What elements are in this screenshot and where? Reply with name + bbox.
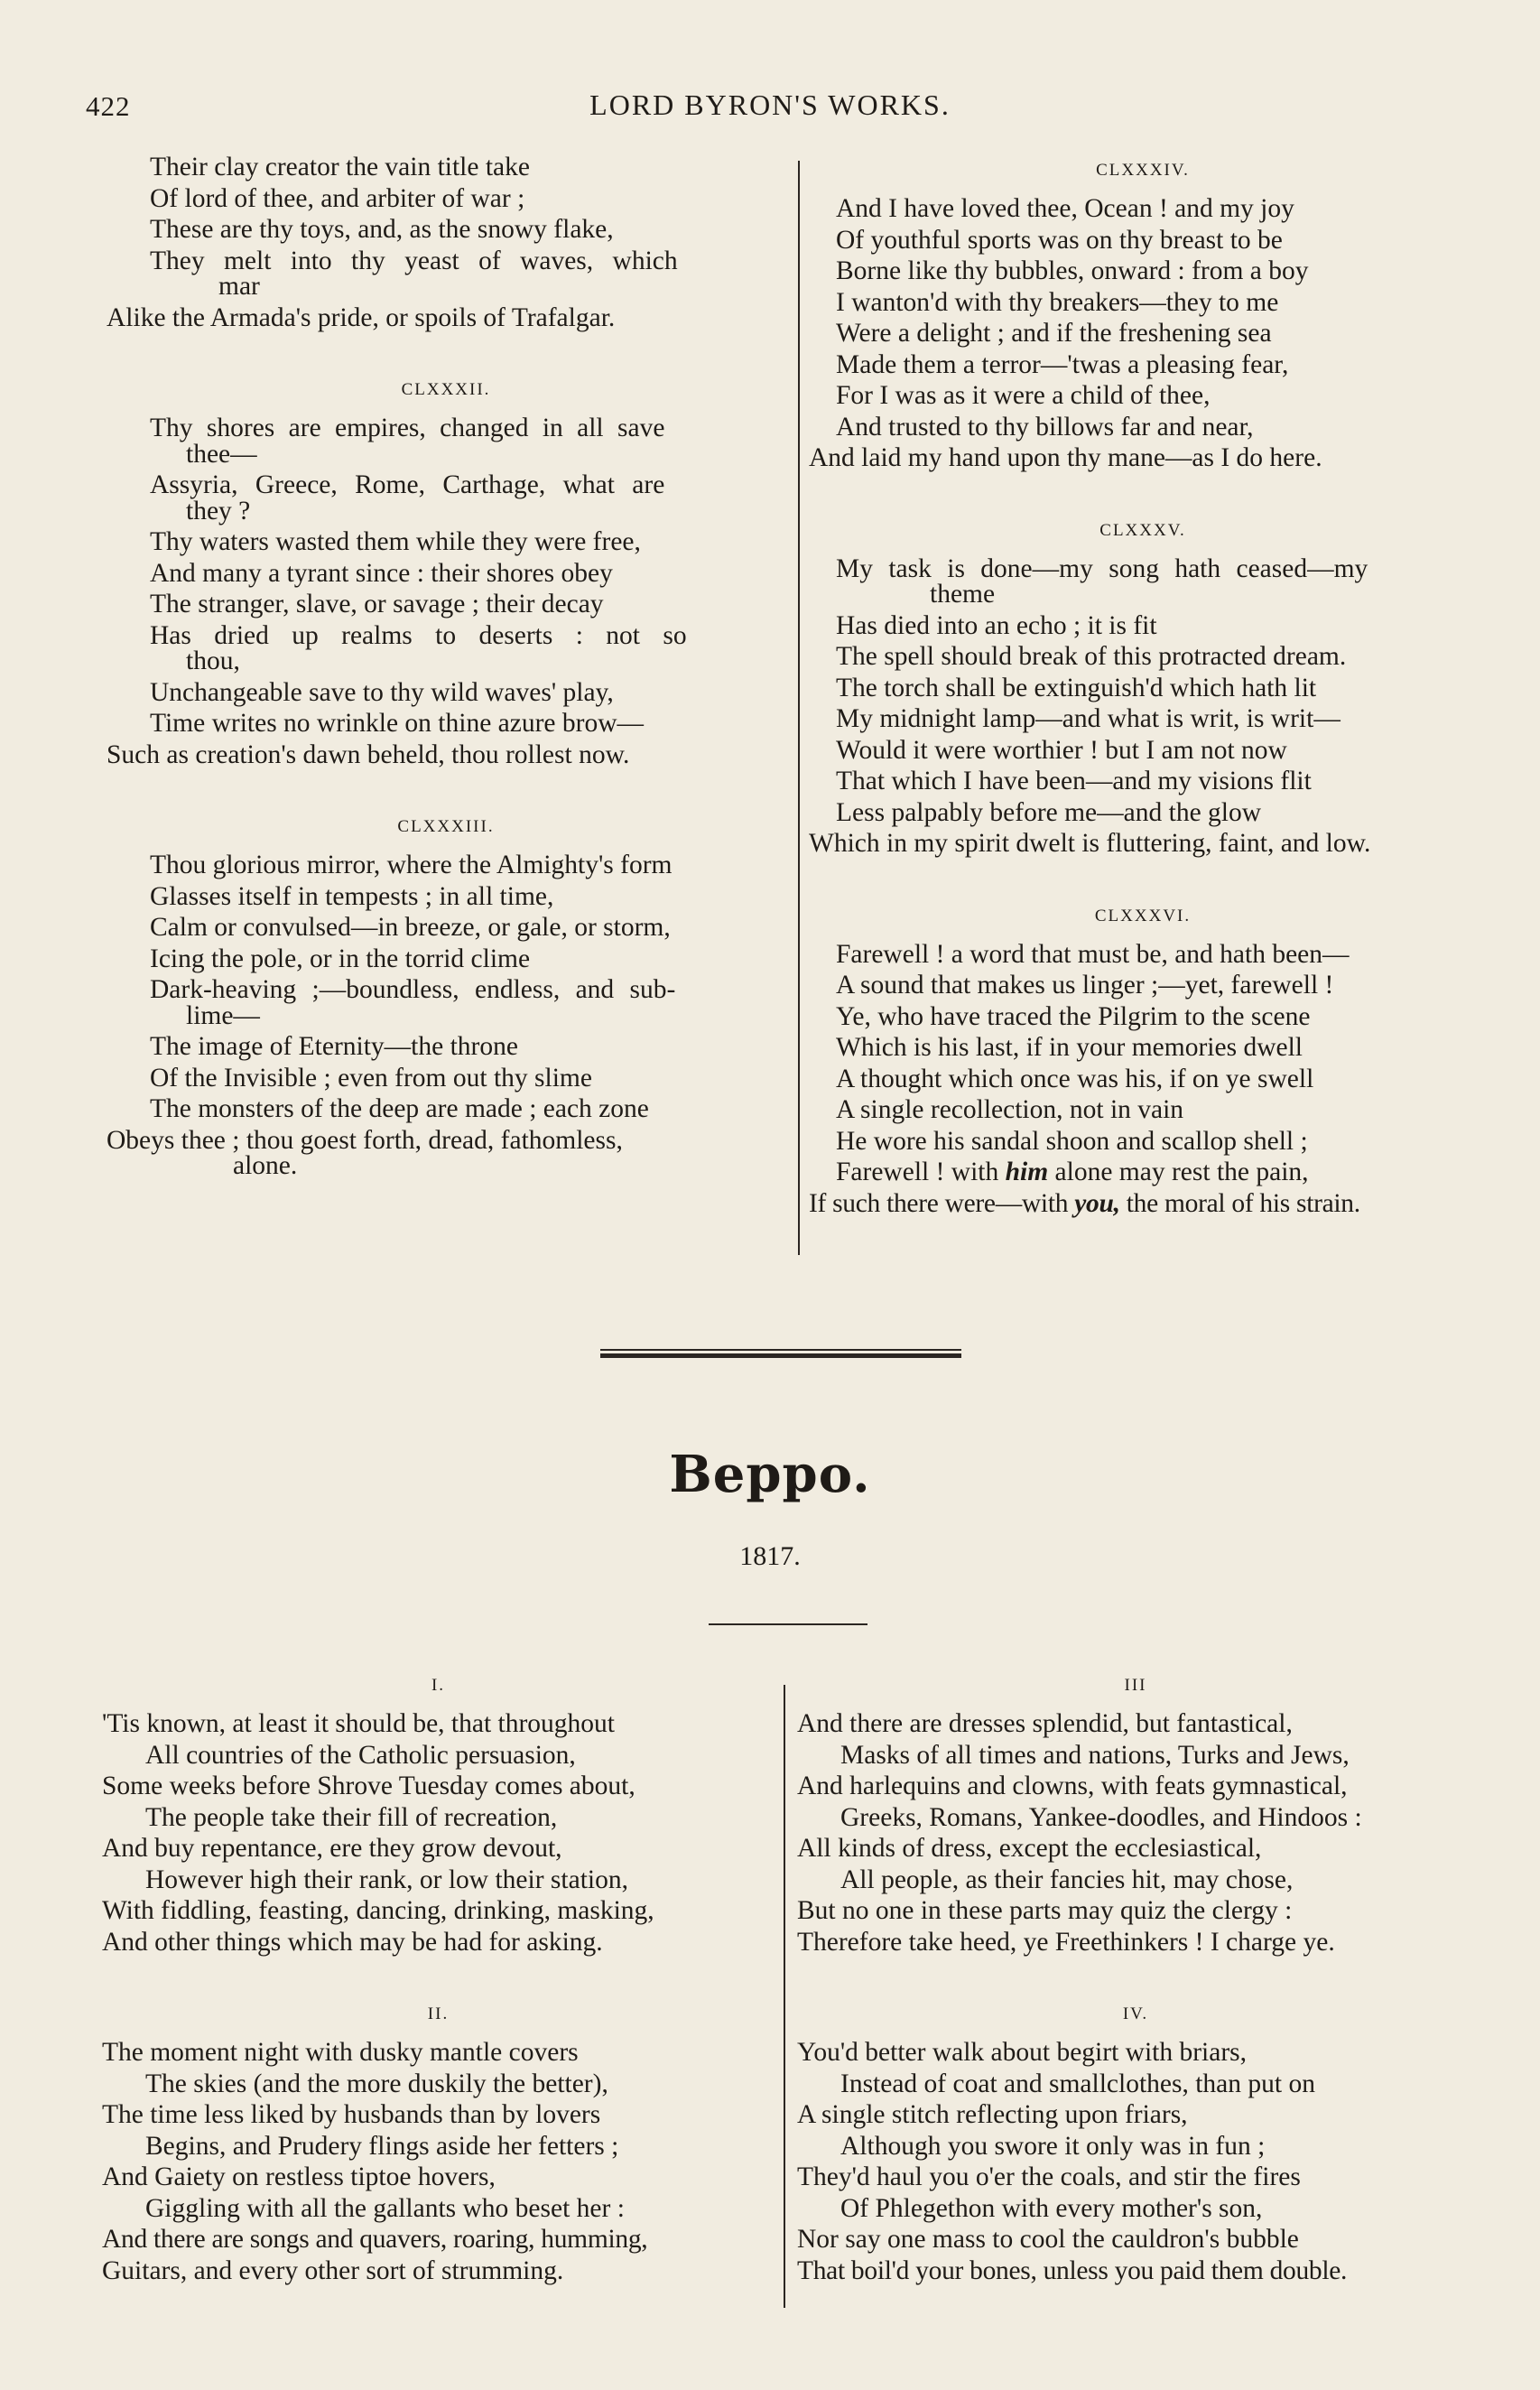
upper-left-column — [107, 152, 785, 1229]
stanza-clxxxii — [107, 380, 785, 770]
verse-emphasis: you, — [1074, 1188, 1120, 1218]
verse-line: A thought which once was his, if on ye swell — [836, 1064, 1314, 1093]
verse-line: And many a tyrant since : their shores obey — [150, 558, 613, 588]
verse-line: They melt into thy yeast of waves, which — [150, 246, 678, 275]
verse-fragment: If such there were—with — [809, 1188, 1069, 1218]
stanza-ii — [102, 2004, 775, 2286]
verse-fragment: alone may rest the pain, — [1054, 1158, 1309, 1186]
page-number: 422 — [86, 90, 131, 122]
verse-line: He wore his sandal shoon and scallop shell ; — [836, 1126, 1308, 1156]
verse-line: And Gaiety on restless tiptoe hovers, — [102, 2162, 496, 2191]
poem-year: 1817. — [739, 1541, 801, 1571]
verse-line: And other things which may be had for asking. — [102, 1927, 603, 1957]
verse-line: Which is his last, if in your memories dwell — [836, 1033, 1303, 1062]
verse-line — [809, 1188, 1477, 1220]
stanza-number: CLXXXVI. — [1094, 906, 1192, 925]
verse-line: Their clay creator the vain title take — [150, 153, 530, 181]
verse-line: Has dried up realms to deserts : not so — [150, 620, 687, 650]
verse-line: The torch shall be extinguish'd which hath lit — [836, 673, 1317, 702]
verse-line: Thy shores are empires, changed in all save — [150, 414, 665, 442]
stanza-iii — [797, 1676, 1474, 1958]
running-title: LORD BYRON'S WORKS. — [589, 88, 951, 121]
stanza-number: CLXXXV. — [1099, 520, 1186, 540]
verse-line: And laid my hand upon thy mane—as I do here. — [809, 443, 1322, 472]
verse-line: My midnight lamp—and what is writ, is writ— — [836, 704, 1341, 733]
stanza-clxxxv — [809, 521, 1477, 860]
verse-line: You'd better walk about begirt with briars, — [797, 2038, 1247, 2067]
verse-line: Of the Invisible ; even from out thy slime — [150, 1063, 592, 1093]
column-divider-lower — [784, 1685, 785, 2308]
stanza-number: IV. — [1122, 2004, 1149, 2023]
verse-line: Masks of all times and nations, Turks and Jews, — [840, 1740, 1350, 1770]
stanza-number: III — [1124, 1676, 1147, 1695]
verse-line: Assyria, Greece, Rome, Carthage, what are — [150, 470, 665, 499]
verse-line: The image of Eternity—the throne — [150, 1032, 518, 1061]
verse-line: Icing the pole, or in the torrid clime — [150, 944, 531, 973]
column-divider-upper — [798, 161, 800, 1255]
verse-line: Ye, who have traced the Pilgrim to the scene — [836, 1001, 1311, 1031]
poem-title: Beppo. — [669, 1445, 871, 1504]
verse-line: That boil'd your bones, unless you paid them double. — [797, 2255, 1348, 2285]
stanza-number: II. — [427, 2004, 450, 2023]
verse-line: Giggling with all the gallants who beset her : — [145, 2193, 625, 2223]
verse-line: Begins, and Prudery flings aside her fetters ; — [145, 2131, 619, 2161]
verse-line: Therefore take heed, ye Freethinkers ! I charge ye. — [797, 1927, 1335, 1957]
section-rule-bottom — [600, 1353, 961, 1358]
verse-line: I wanton'd with thy breakers—they to me — [836, 287, 1279, 317]
verse-line: they ? — [186, 496, 251, 525]
verse-line: Dark-heaving ;—boundless, endless, and sub- — [150, 975, 676, 1004]
verse-line: They'd haul you o'er the coals, and stir the fires — [797, 2162, 1301, 2191]
upper-right-column — [809, 161, 1477, 1266]
verse-line: Such as creation's dawn beheld, thou rollest now. — [107, 739, 630, 769]
verse-line: Although you swore it only was in fun ; — [840, 2131, 1266, 2161]
verse-line: With fiddling, feasting, dancing, drinking, masking, — [102, 1896, 654, 1925]
stanza-clxxxiii — [107, 817, 785, 1182]
verse-line: And there are songs and quavers, roaring, humming, — [102, 2225, 648, 2254]
verse-line: thou, — [186, 646, 240, 675]
stanza-number: CLXXXIV. — [1096, 161, 1190, 180]
verse-line: Calm or convulsed—in breeze, or gale, or storm, — [150, 913, 671, 942]
verse-line: Some weeks before Shrove Tuesday comes about, — [102, 1772, 635, 1800]
verse-line: The skies (and the more duskily the better), — [145, 2069, 608, 2098]
verse-line: Nor say one mass to cool the cauldron's bubble — [797, 2225, 1299, 2254]
verse-line: All kinds of dress, except the ecclesiastical, — [797, 1834, 1262, 1863]
verse-emphasis: him — [1005, 1158, 1049, 1186]
stanza-iv — [797, 2004, 1474, 2286]
verse-line: Thou glorious mirror, where the Almighty's form — [150, 851, 673, 879]
section-rule-top — [600, 1349, 961, 1351]
verse-line: alone. — [233, 1151, 298, 1180]
verse-line: All countries of the Catholic persuasion, — [145, 1740, 576, 1770]
verse-line: But no one in these parts may quiz the clergy : — [797, 1896, 1293, 1925]
verse-line: Thy waters wasted them while they were free, — [150, 527, 641, 556]
stanza-number: I. — [431, 1676, 446, 1695]
verse-line: A single stitch reflecting upon friars, — [797, 2100, 1188, 2129]
verse-line: The monsters of the deep are made ; each zone — [150, 1094, 649, 1123]
verse-line: The spell should break of this protracted dream. — [836, 642, 1347, 671]
verse-line: My task is done—my song hath ceased—my — [836, 553, 1368, 583]
verse-line: The people take their fill of recreation, — [145, 1802, 558, 1832]
verse-line: Of lord of thee, and arbiter of war ; — [150, 183, 525, 213]
verse-line: Has died into an echo ; it is fit — [836, 610, 1157, 640]
verse-line: And trusted to thy billows far and near, — [836, 412, 1254, 442]
stanza-clxxxi-end — [107, 152, 785, 333]
verse-line: 'Tis known, at least it should be, that throughout — [102, 1709, 615, 1738]
verse-line: thee— — [186, 439, 257, 469]
verse-line: Which in my spirit dwelt is fluttering, faint, and low. — [809, 829, 1371, 858]
verse-line: Guitars, and every other sort of strumming. — [102, 2255, 564, 2285]
verse-line: Borne like thy bubbles, onward : from a boy — [836, 256, 1309, 285]
stanza-number: CLXXXIII. — [397, 817, 495, 836]
stanza-number: CLXXXII. — [401, 380, 491, 399]
verse-line: And I have loved thee, Ocean ! and my joy — [836, 194, 1294, 223]
lower-right-column — [797, 1676, 1474, 2333]
verse-line: That which I have been—and my visions flit — [836, 767, 1312, 795]
verse-line: Alike the Armada's pride, or spoils of Trafalgar. — [107, 302, 616, 332]
verse-line: For I was as it were a child of thee, — [836, 381, 1211, 410]
verse-line: And harlequins and clowns, with feats gymnastical, — [797, 1772, 1348, 1800]
stanza-clxxxvi — [809, 907, 1477, 1220]
verse-line: However high their rank, or low their station, — [145, 1865, 628, 1894]
lower-left-column — [102, 1676, 775, 2333]
verse-line: Were a delight ; and if the freshening sea — [836, 319, 1272, 348]
verse-line: The moment night with dusky mantle covers — [102, 2038, 579, 2067]
verse-line — [809, 1157, 1477, 1188]
verse-line: These are thy toys, and, as the snowy flake, — [150, 215, 614, 244]
verse-line: Made them a terror—'twas a pleasing fear, — [836, 349, 1289, 379]
verse-line: A sound that makes us linger ;—yet, farewell ! — [836, 971, 1334, 1000]
stanza-clxxxiv — [809, 161, 1477, 474]
verse-fragment: the moral of his strain. — [1126, 1188, 1360, 1218]
verse-fragment: Farewell ! with — [836, 1158, 999, 1186]
verse-line: theme — [930, 580, 996, 609]
verse-line: Of Phlegethon with every mother's son, — [840, 2193, 1263, 2223]
verse-line: The time less liked by husbands than by lovers — [102, 2100, 601, 2129]
verse-line: The stranger, slave, or savage ; their decay — [150, 590, 604, 618]
stanza-i — [102, 1676, 775, 1958]
verse-line: Glasses itself in tempests ; in all time, — [150, 881, 554, 911]
verse-line: Of youthful sports was on thy breast to be — [836, 225, 1283, 255]
verse-line: Greeks, Romans, Yankee-doodles, and Hindoos : — [840, 1802, 1362, 1832]
verse-line: Instead of coat and smallclothes, than put on — [840, 2069, 1315, 2098]
verse-line: Unchangeable save to thy wild waves' play, — [150, 677, 614, 707]
verse-line: Time writes no wrinkle on thine azure brow— — [150, 709, 645, 738]
verse-line: Farewell ! a word that must be, and hath been— — [836, 939, 1350, 969]
verse-line: mar — [218, 272, 260, 301]
verse-line: Obeys thee ; thou goest forth, dread, fathomless, — [107, 1125, 623, 1155]
verse-line: All people, as their fancies hit, may chose, — [840, 1865, 1294, 1894]
verse-line: Less palpably before me—and the glow — [836, 797, 1262, 827]
verse-line: Would it were worthier ! but I am not now — [836, 735, 1287, 765]
verse-line: And buy repentance, ere they grow devout, — [102, 1834, 562, 1863]
title-rule — [709, 1623, 867, 1625]
verse-line: A single recollection, not in vain — [836, 1095, 1184, 1124]
verse-line: lime— — [186, 1000, 260, 1030]
verse-line: And there are dresses splendid, but fantastical, — [797, 1709, 1293, 1738]
